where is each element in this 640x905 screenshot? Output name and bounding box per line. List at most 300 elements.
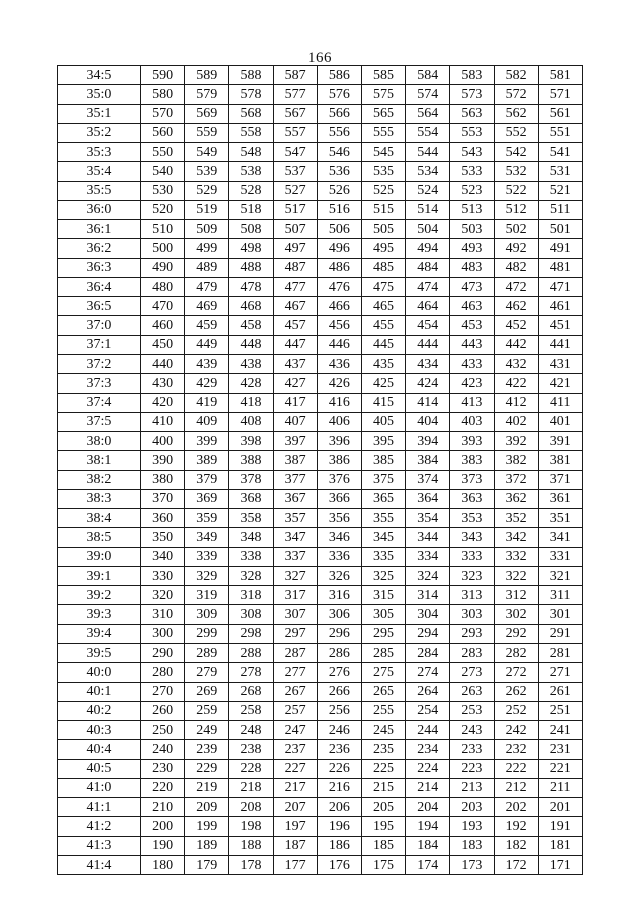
score-cell: 331 [538, 547, 582, 566]
score-cell: 207 [273, 798, 317, 817]
score-cell: 554 [406, 123, 450, 142]
score-cell: 353 [450, 509, 494, 528]
score-cell: 408 [229, 412, 273, 431]
score-cell: 366 [317, 489, 361, 508]
table-row [58, 701, 583, 720]
time-cell: 35:3 [58, 143, 141, 162]
score-cell: 461 [538, 297, 582, 316]
score-cell: 317 [273, 586, 317, 605]
score-cell: 489 [185, 258, 229, 277]
score-cell: 561 [538, 104, 582, 123]
score-cell: 256 [317, 701, 361, 720]
score-cell: 376 [317, 470, 361, 489]
score-cell: 235 [361, 740, 405, 759]
score-cell: 206 [317, 798, 361, 817]
time-cell: 41:1 [58, 798, 141, 817]
time-cell: 39:1 [58, 566, 141, 585]
time-cell: 37:4 [58, 393, 141, 412]
time-cell: 37:3 [58, 374, 141, 393]
score-cell: 464 [406, 297, 450, 316]
score-cell: 475 [361, 277, 405, 296]
time-cell: 36:5 [58, 297, 141, 316]
score-cell: 432 [494, 354, 538, 373]
score-cell: 531 [538, 162, 582, 181]
time-cell: 36:2 [58, 239, 141, 258]
score-cell: 367 [273, 489, 317, 508]
score-cell: 320 [141, 586, 185, 605]
score-cell: 590 [141, 66, 185, 85]
table-row [58, 66, 583, 85]
score-cell: 576 [317, 85, 361, 104]
score-cell: 537 [273, 162, 317, 181]
time-cell: 35:4 [58, 162, 141, 181]
score-cell: 356 [317, 509, 361, 528]
score-cell: 454 [406, 316, 450, 335]
score-cell: 423 [450, 374, 494, 393]
score-cell: 191 [538, 817, 582, 836]
time-cell: 37:0 [58, 316, 141, 335]
score-cell: 410 [141, 412, 185, 431]
score-cell: 424 [406, 374, 450, 393]
score-cell: 430 [141, 374, 185, 393]
table-row [58, 162, 583, 181]
score-cell: 368 [229, 489, 273, 508]
time-cell: 40:3 [58, 721, 141, 740]
score-cell: 221 [538, 759, 582, 778]
score-cell: 469 [185, 297, 229, 316]
score-cell: 351 [538, 509, 582, 528]
score-cell: 342 [494, 528, 538, 547]
time-cell: 35:0 [58, 85, 141, 104]
score-cell: 272 [494, 663, 538, 682]
score-cell: 330 [141, 566, 185, 585]
score-cell: 254 [406, 701, 450, 720]
score-cell: 325 [361, 566, 405, 585]
score-cell: 291 [538, 624, 582, 643]
score-cell: 315 [361, 586, 405, 605]
score-cell: 397 [273, 432, 317, 451]
table-row [58, 798, 583, 817]
score-cell: 377 [273, 470, 317, 489]
score-cell: 549 [185, 143, 229, 162]
score-cell: 440 [141, 354, 185, 373]
score-cell: 577 [273, 85, 317, 104]
score-cell: 248 [229, 721, 273, 740]
score-cell: 457 [273, 316, 317, 335]
score-cell: 413 [450, 393, 494, 412]
table-row [58, 682, 583, 701]
score-cell: 499 [185, 239, 229, 258]
score-cell: 217 [273, 778, 317, 797]
score-cell: 522 [494, 181, 538, 200]
score-cell: 352 [494, 509, 538, 528]
time-cell: 35:2 [58, 123, 141, 142]
score-cell: 369 [185, 489, 229, 508]
score-cell: 322 [494, 566, 538, 585]
score-cell: 513 [450, 200, 494, 219]
score-cell: 310 [141, 605, 185, 624]
score-cell: 449 [185, 335, 229, 354]
score-cell: 335 [361, 547, 405, 566]
score-cell: 378 [229, 470, 273, 489]
score-cell: 299 [185, 624, 229, 643]
table-row [58, 547, 583, 566]
score-cell: 491 [538, 239, 582, 258]
score-cell: 473 [450, 277, 494, 296]
score-cell: 478 [229, 277, 273, 296]
score-cell: 269 [185, 682, 229, 701]
score-cell: 249 [185, 721, 229, 740]
score-cell: 216 [317, 778, 361, 797]
score-cell: 308 [229, 605, 273, 624]
score-cell: 243 [450, 721, 494, 740]
table-row [58, 143, 583, 162]
score-cell: 333 [450, 547, 494, 566]
score-cell: 267 [273, 682, 317, 701]
score-cell: 479 [185, 277, 229, 296]
score-cell: 465 [361, 297, 405, 316]
score-cell: 569 [185, 104, 229, 123]
score-cell: 484 [406, 258, 450, 277]
time-cell: 35:5 [58, 181, 141, 200]
score-cell: 527 [273, 181, 317, 200]
score-cell: 444 [406, 335, 450, 354]
table-row [58, 759, 583, 778]
score-cell: 277 [273, 663, 317, 682]
score-cell: 247 [273, 721, 317, 740]
score-cell: 435 [361, 354, 405, 373]
score-cell: 582 [494, 66, 538, 85]
score-cell: 261 [538, 682, 582, 701]
score-cell: 433 [450, 354, 494, 373]
score-cell: 390 [141, 451, 185, 470]
time-cell: 38:5 [58, 528, 141, 547]
score-cell: 393 [450, 432, 494, 451]
table-row [58, 643, 583, 662]
score-cell: 526 [317, 181, 361, 200]
score-cell: 324 [406, 566, 450, 585]
score-cell: 458 [229, 316, 273, 335]
table-row [58, 470, 583, 489]
score-cell: 516 [317, 200, 361, 219]
time-cell: 38:0 [58, 432, 141, 451]
score-cell: 361 [538, 489, 582, 508]
score-cell: 401 [538, 412, 582, 431]
score-cell: 183 [450, 836, 494, 855]
score-cell: 534 [406, 162, 450, 181]
score-cell: 229 [185, 759, 229, 778]
score-cell: 264 [406, 682, 450, 701]
score-cell: 387 [273, 451, 317, 470]
score-cell: 528 [229, 181, 273, 200]
score-cell: 302 [494, 605, 538, 624]
score-cell: 467 [273, 297, 317, 316]
score-cell: 533 [450, 162, 494, 181]
table-row [58, 258, 583, 277]
score-cell: 584 [406, 66, 450, 85]
score-cell: 385 [361, 451, 405, 470]
score-cell: 258 [229, 701, 273, 720]
table-row [58, 778, 583, 797]
score-cell: 257 [273, 701, 317, 720]
score-cell: 553 [450, 123, 494, 142]
score-cell: 194 [406, 817, 450, 836]
score-cell: 402 [494, 412, 538, 431]
score-cell: 219 [185, 778, 229, 797]
score-cell: 395 [361, 432, 405, 451]
score-cell: 172 [494, 855, 538, 874]
score-cell: 565 [361, 104, 405, 123]
time-cell: 37:2 [58, 354, 141, 373]
score-cell: 341 [538, 528, 582, 547]
score-cell: 540 [141, 162, 185, 181]
score-cell: 568 [229, 104, 273, 123]
score-cell: 300 [141, 624, 185, 643]
score-cell: 360 [141, 509, 185, 528]
score-cell: 190 [141, 836, 185, 855]
score-cell: 544 [406, 143, 450, 162]
score-cell: 210 [141, 798, 185, 817]
time-cell: 40:2 [58, 701, 141, 720]
score-cell: 204 [406, 798, 450, 817]
score-cell: 546 [317, 143, 361, 162]
score-cell: 372 [494, 470, 538, 489]
score-cell: 179 [185, 855, 229, 874]
score-cell: 176 [317, 855, 361, 874]
score-cell: 512 [494, 200, 538, 219]
score-cell: 218 [229, 778, 273, 797]
score-cell: 558 [229, 123, 273, 142]
score-cell: 506 [317, 220, 361, 239]
time-cell: 38:4 [58, 509, 141, 528]
score-cell: 283 [450, 643, 494, 662]
score-cell: 276 [317, 663, 361, 682]
time-cell: 34:5 [58, 66, 141, 85]
score-cell: 529 [185, 181, 229, 200]
score-cell: 292 [494, 624, 538, 643]
score-cell: 448 [229, 335, 273, 354]
score-cell: 396 [317, 432, 361, 451]
score-cell: 517 [273, 200, 317, 219]
score-cell: 208 [229, 798, 273, 817]
score-cell: 195 [361, 817, 405, 836]
score-cell: 340 [141, 547, 185, 566]
score-cell: 371 [538, 470, 582, 489]
score-cell: 242 [494, 721, 538, 740]
score-cell: 192 [494, 817, 538, 836]
score-cell: 314 [406, 586, 450, 605]
score-cell: 532 [494, 162, 538, 181]
score-cell: 214 [406, 778, 450, 797]
score-table [57, 65, 583, 875]
score-cell: 511 [538, 200, 582, 219]
score-cell: 228 [229, 759, 273, 778]
score-cell: 437 [273, 354, 317, 373]
score-cell: 585 [361, 66, 405, 85]
score-cell: 374 [406, 470, 450, 489]
score-cell: 404 [406, 412, 450, 431]
score-cell: 278 [229, 663, 273, 682]
table-row [58, 239, 583, 258]
score-cell: 431 [538, 354, 582, 373]
score-cell: 246 [317, 721, 361, 740]
score-cell: 263 [450, 682, 494, 701]
table-row [58, 855, 583, 874]
score-cell: 305 [361, 605, 405, 624]
score-cell: 559 [185, 123, 229, 142]
score-cell: 391 [538, 432, 582, 451]
time-cell: 40:1 [58, 682, 141, 701]
score-cell: 173 [450, 855, 494, 874]
score-cell: 187 [273, 836, 317, 855]
score-cell: 453 [450, 316, 494, 335]
time-cell: 41:3 [58, 836, 141, 855]
score-cell: 284 [406, 643, 450, 662]
score-cell: 570 [141, 104, 185, 123]
table-row [58, 566, 583, 585]
time-cell: 36:1 [58, 220, 141, 239]
score-cell: 321 [538, 566, 582, 585]
score-cell: 281 [538, 643, 582, 662]
page-number: 166 [308, 50, 332, 66]
score-cell: 578 [229, 85, 273, 104]
score-cell: 460 [141, 316, 185, 335]
score-cell: 270 [141, 682, 185, 701]
score-table-body [58, 66, 583, 875]
score-cell: 212 [494, 778, 538, 797]
score-cell: 266 [317, 682, 361, 701]
score-cell: 550 [141, 143, 185, 162]
score-cell: 226 [317, 759, 361, 778]
score-cell: 445 [361, 335, 405, 354]
score-cell: 552 [494, 123, 538, 142]
score-cell: 273 [450, 663, 494, 682]
score-cell: 174 [406, 855, 450, 874]
time-cell: 39:2 [58, 586, 141, 605]
score-cell: 530 [141, 181, 185, 200]
score-cell: 436 [317, 354, 361, 373]
time-cell: 39:4 [58, 624, 141, 643]
score-cell: 545 [361, 143, 405, 162]
score-cell: 415 [361, 393, 405, 412]
table-row [58, 509, 583, 528]
score-cell: 186 [317, 836, 361, 855]
score-cell: 275 [361, 663, 405, 682]
score-cell: 328 [229, 566, 273, 585]
score-cell: 459 [185, 316, 229, 335]
score-cell: 490 [141, 258, 185, 277]
score-cell: 505 [361, 220, 405, 239]
score-cell: 205 [361, 798, 405, 817]
score-cell: 500 [141, 239, 185, 258]
score-cell: 498 [229, 239, 273, 258]
table-row [58, 605, 583, 624]
score-cell: 215 [361, 778, 405, 797]
score-cell: 197 [273, 817, 317, 836]
score-cell: 386 [317, 451, 361, 470]
score-cell: 447 [273, 335, 317, 354]
score-cell: 560 [141, 123, 185, 142]
score-cell: 403 [450, 412, 494, 431]
score-cell: 280 [141, 663, 185, 682]
score-cell: 253 [450, 701, 494, 720]
score-cell: 470 [141, 297, 185, 316]
score-cell: 203 [450, 798, 494, 817]
table-row [58, 836, 583, 855]
score-cell: 199 [185, 817, 229, 836]
score-cell: 211 [538, 778, 582, 797]
table-row [58, 412, 583, 431]
score-cell: 493 [450, 239, 494, 258]
score-cell: 363 [450, 489, 494, 508]
score-cell: 329 [185, 566, 229, 585]
score-cell: 288 [229, 643, 273, 662]
score-cell: 286 [317, 643, 361, 662]
score-cell: 296 [317, 624, 361, 643]
score-cell: 497 [273, 239, 317, 258]
score-cell: 236 [317, 740, 361, 759]
score-cell: 514 [406, 200, 450, 219]
score-cell: 303 [450, 605, 494, 624]
score-cell: 213 [450, 778, 494, 797]
score-cell: 282 [494, 643, 538, 662]
score-cell: 188 [229, 836, 273, 855]
score-cell: 555 [361, 123, 405, 142]
score-cell: 523 [450, 181, 494, 200]
score-cell: 563 [450, 104, 494, 123]
score-cell: 255 [361, 701, 405, 720]
score-cell: 241 [538, 721, 582, 740]
time-cell: 41:2 [58, 817, 141, 836]
score-cell: 245 [361, 721, 405, 740]
time-cell: 36:3 [58, 258, 141, 277]
score-cell: 564 [406, 104, 450, 123]
score-cell: 198 [229, 817, 273, 836]
score-cell: 358 [229, 509, 273, 528]
score-cell: 574 [406, 85, 450, 104]
score-cell: 297 [273, 624, 317, 643]
score-cell: 587 [273, 66, 317, 85]
score-cell: 548 [229, 143, 273, 162]
score-cell: 223 [450, 759, 494, 778]
score-cell: 418 [229, 393, 273, 412]
score-cell: 428 [229, 374, 273, 393]
score-cell: 416 [317, 393, 361, 412]
score-cell: 495 [361, 239, 405, 258]
score-cell: 311 [538, 586, 582, 605]
score-cell: 392 [494, 432, 538, 451]
score-cell: 451 [538, 316, 582, 335]
score-cell: 441 [538, 335, 582, 354]
score-cell: 472 [494, 277, 538, 296]
score-cell: 485 [361, 258, 405, 277]
score-cell: 417 [273, 393, 317, 412]
score-cell: 349 [185, 528, 229, 547]
score-cell: 230 [141, 759, 185, 778]
score-cell: 306 [317, 605, 361, 624]
table-row [58, 740, 583, 759]
score-cell: 237 [273, 740, 317, 759]
score-cell: 343 [450, 528, 494, 547]
score-cell: 252 [494, 701, 538, 720]
score-cell: 295 [361, 624, 405, 643]
score-cell: 337 [273, 547, 317, 566]
score-cell: 525 [361, 181, 405, 200]
score-cell: 521 [538, 181, 582, 200]
score-cell: 339 [185, 547, 229, 566]
score-cell: 289 [185, 643, 229, 662]
score-cell: 425 [361, 374, 405, 393]
